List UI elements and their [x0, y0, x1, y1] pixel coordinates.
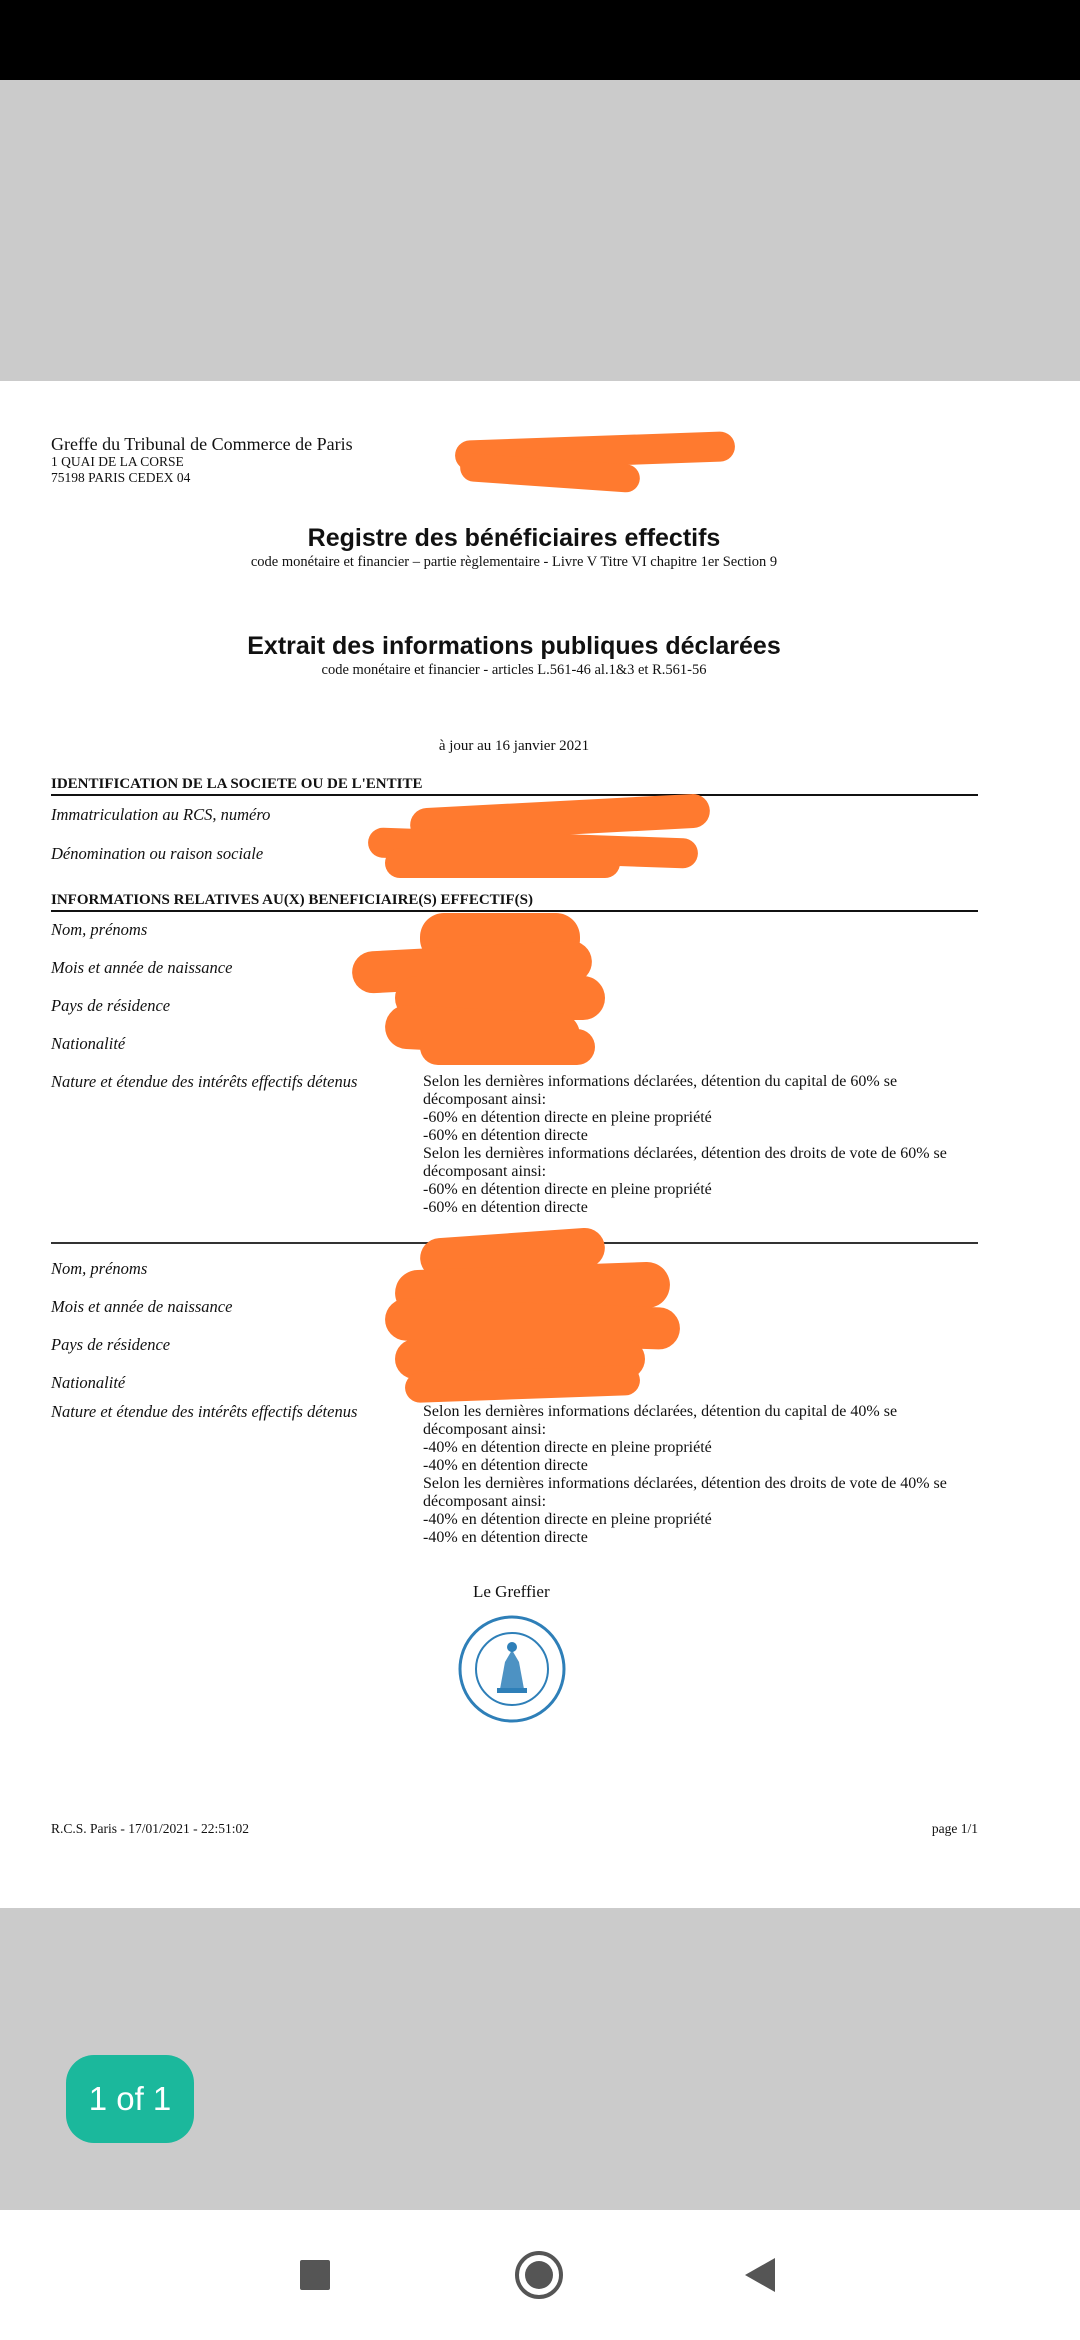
interest-line: Selon les dernières informations déclarées, détention des droits de vote de 40% se décomposant ainsi:: [423, 1475, 947, 1510]
name-label: Nom, prénoms: [51, 920, 148, 939]
interest-line: -60% en détention directe en pleine propriété: [423, 1109, 712, 1126]
name-label: Nom, prénoms: [51, 1259, 148, 1278]
identification-heading: IDENTIFICATION DE LA SOCIETE OU DE L'ENTITE: [51, 775, 978, 796]
interests-label: Nature et étendue des intérêts effectifs détenus: [51, 1402, 358, 1421]
interest-line: Selon les dernières informations déclarées, détention du capital de 40% se décomposant ainsi:: [423, 1403, 898, 1438]
redaction: [385, 848, 620, 878]
issuer-address-line1: 1 QUAI DE LA CORSE: [51, 454, 184, 469]
footer-reference: R.C.S. Paris - 17/01/2021 - 22:51:02: [51, 1821, 250, 1836]
interest-line: -60% en détention directe en pleine propriété: [423, 1181, 712, 1198]
triangle-back-icon: [741, 2256, 779, 2294]
footer-page-number: page 1/1: [931, 1821, 978, 1836]
extract-title-block: [0, 631, 1028, 679]
redaction: [420, 1029, 595, 1065]
document-page[interactable]: [0, 381, 1080, 1908]
company-name-label: Dénomination ou raison sociale: [51, 844, 264, 863]
issuer-address: [51, 434, 353, 486]
interests-details-1: [423, 1073, 978, 1217]
circle-home-icon: [513, 2249, 565, 2301]
beneficiaries-heading: INFORMATIONS RELATIVES AU(X) BENEFICIAIRE(S) EFFECTIF(S): [51, 891, 978, 912]
interests-details-2: [423, 1403, 978, 1547]
interest-line: -40% en détention directe en pleine propriété: [423, 1439, 712, 1456]
interest-line: -40% en détention directe: [423, 1457, 588, 1474]
rcs-label: Immatriculation au RCS, numéro: [51, 805, 271, 824]
page-indicator: 1 of 1: [66, 2055, 194, 2143]
nationality-label: Nationalité: [51, 1034, 126, 1053]
nationality-label: Nationalité: [51, 1373, 126, 1392]
residence-label: Pays de résidence: [51, 1335, 171, 1354]
issuer-name: Greffe du Tribunal de Commerce de Paris: [51, 434, 353, 454]
signer-label: Le Greffier: [473, 1582, 550, 1601]
recent-apps-button[interactable]: [255, 2210, 375, 2340]
register-subtitle: code monétaire et financier – partie règlementaire - Livre V Titre VI chapitre 1er Section 9: [250, 554, 778, 570]
extract-subtitle: code monétaire et financier - articles L.561-46 al.1&3 et R.561-56: [321, 662, 707, 678]
home-button[interactable]: [479, 2210, 599, 2340]
interest-line: Selon les dernières informations déclarées, détention des droits de vote de 60% se décomposant ainsi:: [423, 1145, 947, 1180]
court-seal-icon: [457, 1614, 567, 1724]
interest-line: -40% en détention directe en pleine propriété: [423, 1511, 712, 1528]
birth-label: Mois et année de naissance: [51, 958, 233, 977]
interest-line: -60% en détention directe: [423, 1127, 588, 1144]
register-title-block: [0, 523, 1028, 571]
interests-label: Nature et étendue des intérêts effectifs détenus: [51, 1072, 358, 1091]
interest-line: -60% en détention directe: [423, 1199, 588, 1216]
interest-line: -40% en détention directe: [423, 1529, 588, 1546]
interest-line: Selon les dernières informations déclarées, détention du capital de 60% se décomposant ainsi:: [423, 1073, 898, 1108]
register-title: Registre des bénéficiaires effectifs: [307, 524, 721, 552]
residence-label: Pays de résidence: [51, 996, 171, 1015]
square-icon: [298, 2258, 332, 2292]
navigation-bar: [0, 2210, 1080, 2340]
back-button[interactable]: [700, 2210, 820, 2340]
birth-label: Mois et année de naissance: [51, 1297, 233, 1316]
update-date: à jour au 16 janvier 2021: [438, 738, 590, 754]
extract-title: Extrait des informations publiques déclarées: [247, 632, 781, 660]
issuer-address-line2: 75198 PARIS CEDEX 04: [51, 470, 191, 485]
status-bar: [0, 0, 1080, 80]
